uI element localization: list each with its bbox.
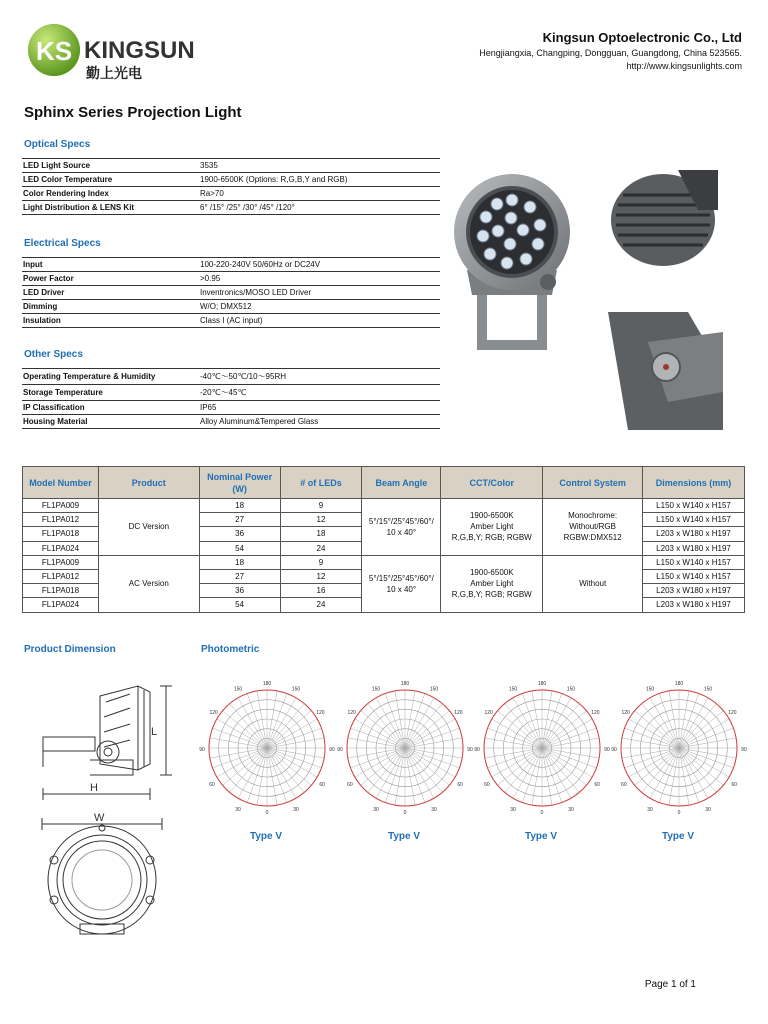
optical-spec-row	[22, 187, 440, 201]
other-spec-row	[22, 385, 440, 401]
photometric-heading: Photometric	[201, 644, 260, 655]
power-cell: 36	[199, 527, 280, 541]
models-column-header: Nominal Power (W)	[199, 467, 280, 499]
polar-angle-label: 60	[319, 781, 325, 788]
polar-angle-label: 60	[731, 781, 737, 788]
optical-spec-value: 1900-6500K (Options: R,G,B,Y and RGB)	[200, 173, 440, 187]
company-logo	[26, 20, 216, 82]
optical-spec-label: Light Distribution & LENS Kit	[22, 201, 200, 215]
table-row	[23, 555, 745, 569]
dimension-label-w: W	[94, 812, 105, 824]
leds-cell: 12	[280, 513, 362, 527]
polar-angle-label: 30	[373, 806, 379, 813]
cell-line: 1900-6500K	[469, 568, 514, 578]
other-spec-row	[22, 415, 440, 429]
power-cell: 54	[199, 598, 280, 612]
polar-angle-label: 30	[293, 806, 299, 813]
other-spec-label: Operating Temperature & Humidity	[22, 369, 200, 385]
electrical-spec-label: LED Driver	[22, 286, 200, 300]
cell-line: RGBW:DMX512	[563, 533, 622, 543]
models-column-header: Beam Angle	[362, 467, 441, 499]
polar-angle-label: 150	[645, 686, 655, 693]
polar-angle-label: 0	[403, 809, 407, 816]
product-cell: DC Version	[98, 499, 199, 556]
beam-angle-cell: 5°/15°/25°45°/60°/ 10 x 40°	[362, 499, 441, 556]
optical-spec-row	[22, 173, 440, 187]
power-cell: 27	[199, 513, 280, 527]
models-column-header: Product	[98, 467, 199, 499]
polar-angle-label: 120	[621, 710, 630, 717]
other-spec-label: Storage Temperature	[22, 385, 200, 401]
polar-angle-label: 60	[621, 781, 627, 788]
optical-spec-label: Color Rendering Index	[22, 187, 200, 201]
cct-cell	[441, 499, 543, 556]
power-cell: 36	[199, 584, 280, 598]
cell-line: R,G,B,Y; RGB; RGBW	[451, 533, 532, 543]
leds-cell: 16	[280, 584, 362, 598]
polar-angle-label: 90	[199, 747, 205, 754]
control-system-cell	[543, 555, 643, 612]
polar-caption: Type V	[525, 831, 558, 842]
polar-angle-label: 180	[400, 681, 410, 688]
model-number-cell: FL1PA009	[23, 499, 99, 513]
polar-angle-label: 30	[235, 806, 241, 813]
polar-angle-label: 120	[347, 710, 356, 717]
other-spec-value: Alloy Aluminum&Tempered Glass	[200, 415, 440, 429]
models-column-header: # of LEDs	[280, 467, 362, 499]
electrical-specs-table	[22, 257, 440, 328]
cell-line: Amber Light	[470, 522, 514, 532]
electrical-spec-value: >0.95	[200, 272, 440, 286]
electrical-spec-row	[22, 272, 440, 286]
polar-angle-label: 90	[611, 747, 617, 754]
electrical-spec-value: Inventronics/MOSO LED Driver	[200, 286, 440, 300]
other-spec-row	[22, 401, 440, 415]
dimension-label-h: H	[90, 782, 98, 794]
polar-angle-label: 150	[429, 686, 439, 693]
cell-line: Amber Light	[470, 579, 514, 589]
polar-angle-label: 120	[728, 710, 737, 717]
product-photo-bracket	[608, 312, 723, 430]
electrical-spec-row	[22, 258, 440, 272]
other-spec-label: Housing Material	[22, 415, 200, 429]
dimensions-cell: L203 x W180 x H197	[643, 541, 745, 555]
polar-angle-label: 0	[677, 809, 681, 816]
power-cell: 18	[199, 555, 280, 569]
electrical-spec-row	[22, 300, 440, 314]
product-dimension-heading: Product Dimension	[24, 644, 116, 655]
other-spec-label: IP Classification	[22, 401, 200, 415]
polar-caption: Type V	[388, 831, 421, 842]
table-row	[23, 499, 745, 513]
polar-angle-label: 120	[209, 710, 218, 717]
other-spec-value: -40℃～50℃/10～95RH	[200, 369, 440, 385]
polar-angle-label: 150	[703, 686, 713, 693]
polar-angle-label: 180	[674, 681, 684, 688]
polar-angle-label: 120	[454, 710, 463, 717]
polar-angle-label: 0	[265, 809, 269, 816]
cct-cell	[441, 555, 543, 612]
cell-line: Without	[579, 579, 607, 589]
company-info	[479, 30, 742, 71]
electrical-spec-label: Insulation	[22, 314, 200, 328]
electrical-spec-label: Power Factor	[22, 272, 200, 286]
models-column-header: Model Number	[23, 467, 99, 499]
dimensions-cell: L150 x W140 x H157	[643, 499, 745, 513]
product-photo-back	[608, 170, 718, 270]
leds-cell: 18	[280, 527, 362, 541]
polar-angle-label: 150	[566, 686, 576, 693]
electrical-spec-row	[22, 314, 440, 328]
dimensions-cell: L203 x W180 x H197	[643, 584, 745, 598]
model-number-cell: FL1PA024	[23, 598, 99, 612]
electrical-spec-row	[22, 286, 440, 300]
polar-angle-label: 150	[233, 686, 243, 693]
company-name: Kingsun Optoelectronic Co., Ltd	[542, 30, 742, 45]
polar-angle-label: 30	[705, 806, 711, 813]
beam-angle-cell: 5°/15°/25°45°/60°/ 10 x 40°	[362, 555, 441, 612]
polar-angle-label: 30	[510, 806, 516, 813]
polar-angle-label: 30	[568, 806, 574, 813]
polar-chart	[474, 681, 612, 817]
other-specs-table	[22, 368, 440, 429]
company-address: Hengjiangxia, Changping, Dongguan, Guangdong, China 523565.	[479, 48, 742, 58]
optical-spec-value: Ra>70	[200, 187, 440, 201]
leds-cell: 9	[280, 499, 362, 513]
polar-angle-label: 90	[337, 747, 343, 754]
polar-angle-label: 60	[209, 781, 215, 788]
dimensions-cell: L150 x W140 x H157	[643, 555, 745, 569]
polar-angle-label: 90	[604, 747, 610, 754]
polar-angle-label: 60	[484, 781, 490, 788]
power-cell: 27	[199, 569, 280, 583]
models-column-header: Control System	[543, 467, 643, 499]
power-cell: 18	[199, 499, 280, 513]
dimension-label-l: L	[151, 726, 158, 738]
models-table	[22, 466, 745, 613]
electrical-spec-value: W/O; DMX512	[200, 300, 440, 314]
leds-cell: 9	[280, 555, 362, 569]
polar-caption: Type V	[250, 831, 283, 842]
optical-spec-row	[22, 159, 440, 173]
model-number-cell: FL1PA018	[23, 527, 99, 541]
dimensions-cell: L203 x W180 x H197	[643, 598, 745, 612]
polar-angle-label: 120	[591, 710, 600, 717]
electrical-spec-value: 100-220-240V 50/60Hz or DC24V	[200, 258, 440, 272]
polar-angle-label: 90	[474, 747, 480, 754]
other-specs-heading: Other Specs	[24, 349, 83, 360]
optical-spec-label: LED Light Source	[22, 159, 200, 173]
company-url[interactable]: http://www.kingsunlights.com	[626, 61, 742, 71]
optical-spec-value: 6° /15° /25° /30° /45° /120°	[200, 201, 440, 215]
document-title: Sphinx Series Projection Light	[24, 104, 242, 121]
polar-angle-label: 120	[316, 710, 325, 717]
polar-angle-label: 120	[484, 710, 493, 717]
polar-angle-label: 90	[741, 747, 747, 754]
electrical-spec-value: Class I (AC input)	[200, 314, 440, 328]
polar-angle-label: 60	[594, 781, 600, 788]
polar-angle-label: 90	[329, 747, 335, 754]
cell-line: R,G,B,Y; RGB; RGBW	[451, 590, 532, 600]
leds-cell: 24	[280, 541, 362, 555]
optical-spec-label: LED Color Temperature	[22, 173, 200, 187]
control-system-cell	[543, 499, 643, 556]
optical-specs-heading: Optical Specs	[24, 139, 91, 150]
polar-angle-label: 90	[467, 747, 473, 754]
models-column-header: CCT/Color	[441, 467, 543, 499]
model-number-cell: FL1PA024	[23, 541, 99, 555]
polar-angle-label: 30	[431, 806, 437, 813]
polar-angle-label: 180	[262, 681, 272, 688]
dimensions-cell: L150 x W140 x H157	[643, 513, 745, 527]
leds-cell: 24	[280, 598, 362, 612]
optical-specs-table	[22, 158, 440, 215]
leds-cell: 12	[280, 569, 362, 583]
polar-angle-label: 60	[457, 781, 463, 788]
polar-caption: Type V	[662, 831, 695, 842]
logo-chinese: 勤上光电	[86, 66, 142, 82]
other-spec-value: IP65	[200, 401, 440, 415]
product-photo-front	[447, 170, 582, 355]
dimensions-cell: L150 x W140 x H157	[643, 569, 745, 583]
electrical-spec-label: Dimming	[22, 300, 200, 314]
dimensions-cell: L203 x W180 x H197	[643, 527, 745, 541]
polar-chart	[611, 681, 749, 817]
power-cell: 54	[199, 541, 280, 555]
polar-chart	[337, 681, 475, 817]
models-column-header: Dimensions (mm)	[643, 467, 745, 499]
logo-wordmark: KINGSUN	[84, 37, 195, 64]
cell-line: Monochrome:	[568, 511, 618, 521]
polar-angle-label: 150	[508, 686, 518, 693]
product-cell: AC Version	[98, 555, 199, 612]
electrical-specs-heading: Electrical Specs	[24, 238, 101, 249]
model-number-cell: FL1PA009	[23, 555, 99, 569]
polar-angle-label: 60	[347, 781, 353, 788]
cell-line: 1900-6500K	[469, 511, 514, 521]
page-number: Page 1 of 1	[644, 979, 696, 990]
model-number-cell: FL1PA012	[23, 569, 99, 583]
polar-angle-label: 0	[540, 809, 544, 816]
other-spec-row	[22, 369, 440, 385]
optical-spec-value: 3535	[200, 159, 440, 173]
polar-angle-label: 150	[291, 686, 301, 693]
polar-chart	[199, 681, 337, 817]
polar-angle-label: 30	[647, 806, 653, 813]
electrical-spec-label: Input	[22, 258, 200, 272]
model-number-cell: FL1PA018	[23, 584, 99, 598]
other-spec-value: -20℃～45℃	[200, 385, 440, 401]
optical-spec-row	[22, 201, 440, 215]
polar-angle-label: 150	[371, 686, 381, 693]
dimension-drawing	[38, 672, 178, 937]
svg-text:KS: KS	[36, 36, 73, 66]
polar-angle-label: 180	[537, 681, 547, 688]
cell-line: Without/RGB	[569, 522, 616, 532]
model-number-cell: FL1PA012	[23, 513, 99, 527]
